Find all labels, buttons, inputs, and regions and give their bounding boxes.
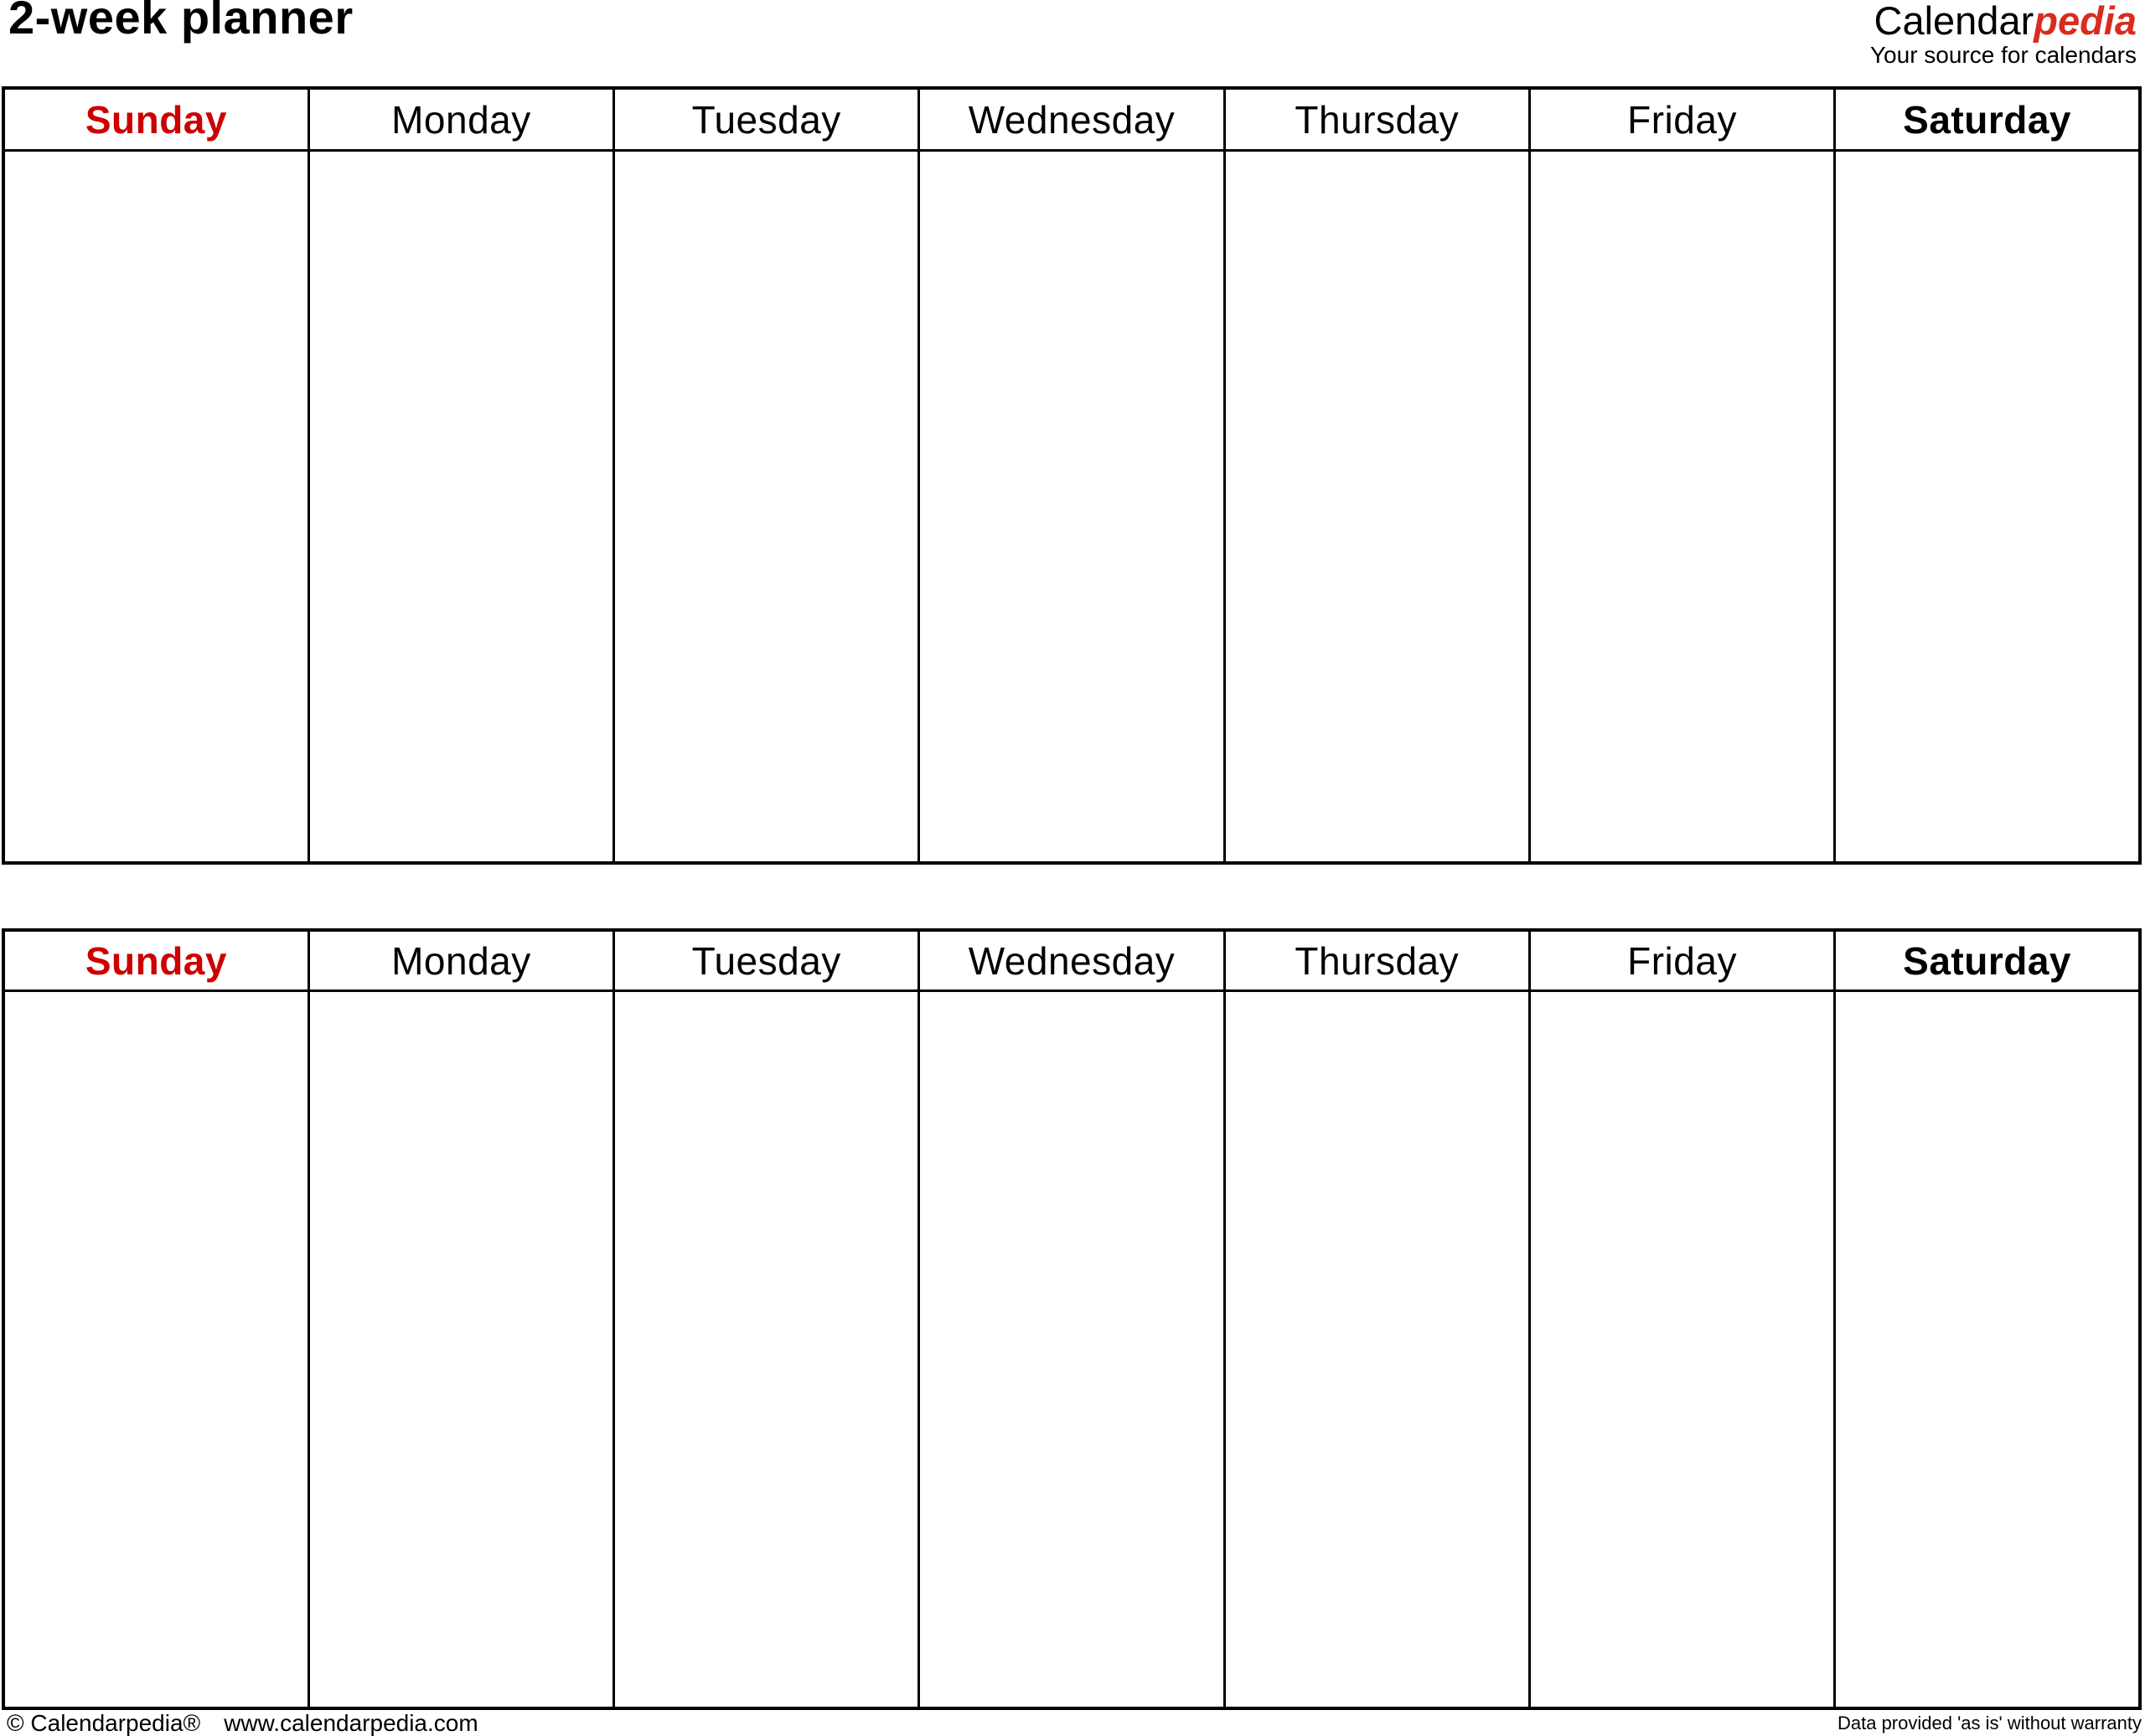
week-2-day-header-sunday: Sunday [3, 930, 308, 991]
week-2-day-cell-friday [1529, 991, 1834, 1709]
week-1-day-header-thursday: Thursday [1224, 88, 1529, 151]
week-2-day-header-thursday: Thursday [1224, 930, 1529, 991]
logo-brand-red: pedia [2034, 0, 2137, 43]
week-2-day-header-monday: Monday [308, 930, 613, 991]
week-2-day-header-tuesday: Tuesday [614, 930, 919, 991]
week-2-day-header-friday: Friday [1529, 930, 1834, 991]
week-1-day-cell-saturday [1835, 151, 2140, 864]
footer-copyright: © Calendarpedia® [7, 1710, 201, 1736]
week-2-day-cell-monday [308, 991, 613, 1709]
footer-left [7, 1712, 478, 1735]
week-1-table [2, 86, 2142, 865]
week-1-header-row [3, 88, 2140, 151]
week-2-day-header-wednesday: Wednesday [919, 930, 1224, 991]
week-1-day-header-sunday: Sunday [3, 88, 308, 151]
week-2-day-cell-saturday [1835, 991, 2140, 1709]
logo-brand [1870, 0, 2137, 43]
week-2-day-cell-thursday [1224, 991, 1529, 1709]
week-1-day-cell-thursday [1224, 151, 1529, 864]
week-1-day-header-monday: Monday [308, 88, 613, 151]
week-1-day-header-wednesday: Wednesday [919, 88, 1224, 151]
week-1-day-header-saturday: Saturday [1835, 88, 2140, 151]
week-1-day-cell-wednesday [919, 151, 1224, 864]
week-2-table [2, 928, 2142, 1710]
page-title: 2-week planner [8, 0, 354, 44]
week-1-day-header-tuesday: Tuesday [614, 88, 919, 151]
week-1-body-row [3, 151, 2140, 864]
week-2-day-cell-wednesday [919, 991, 1224, 1709]
footer-website: www.calendarpedia.com [224, 1710, 478, 1736]
week-2-day-cell-tuesday [614, 991, 919, 1709]
week-1-day-cell-friday [1529, 151, 1834, 864]
week-2-header-row [3, 930, 2140, 991]
footer-disclaimer: Data provided 'as is' without warranty [1837, 1713, 2142, 1733]
logo-brand-black: Calendar [1874, 0, 2034, 43]
week-2-day-cell-sunday [3, 991, 308, 1709]
week-2-body-row [3, 991, 2140, 1709]
week-1-day-cell-sunday [3, 151, 308, 864]
week-2-day-header-saturday: Saturday [1835, 930, 2140, 991]
week-1-day-cell-tuesday [614, 151, 919, 864]
calendarpedia-logo [1870, 1, 2137, 67]
logo-tagline: Your source for calendars [1869, 42, 2137, 68]
week-1-day-cell-monday [308, 151, 613, 864]
week-1-day-header-friday: Friday [1529, 88, 1834, 151]
